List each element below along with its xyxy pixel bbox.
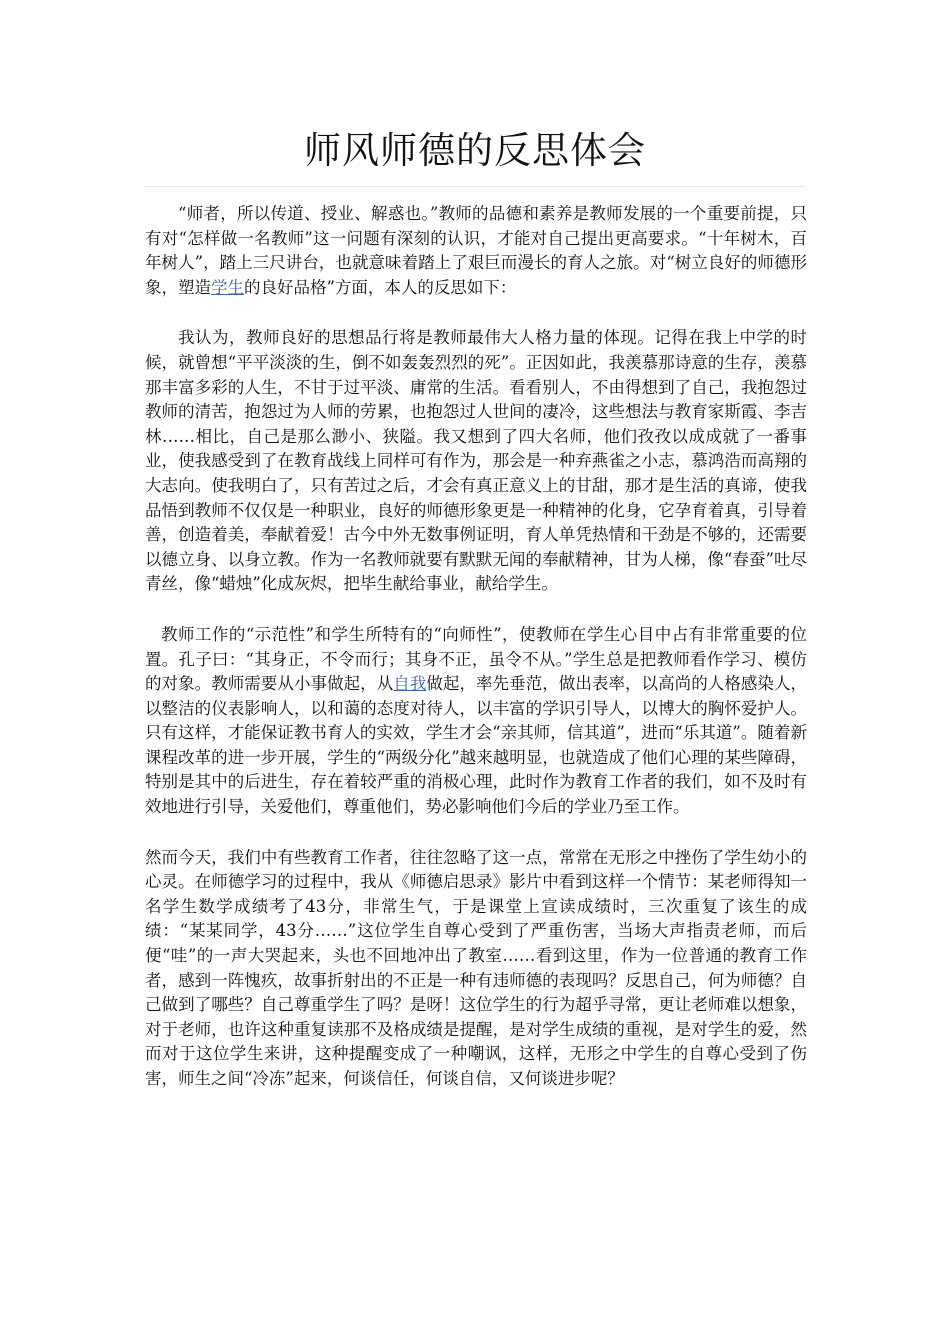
link-student[interactable]: 学生 <box>211 277 244 297</box>
paragraph-3 <box>145 623 807 820</box>
paragraph-2: 我认为，教师良好的思想品行将是教师最伟大人格力量的体现。记得在我上中学的时候，就曾想“平平淡淡的生，倒不如轰轰烈烈的死”。正因如此，我羡慕那诗意的生存，羡慕那丰富多彩的人生，不甘于过平淡、庸常的生活。看看别人，不由得想到了自己，我抱怨过教师的清苦，抱怨过为人师的劳累，也抱怨过人世间的凄冷，这些想法与教育家斯霞、李吉林……相比，自己是那么渺小、狭隘。我又想到了四大名师，他们孜孜以成成就了一番事业，使我感受到了在教育战线上同样可有作为，那会是一种弃燕雀之小志，慕鸿浩而高翔的大志向。使我明白了，只有苦过之后，才会有真正意义上的甘甜，那才是生活的真谛，使我品悟到教师不仅仅是一种职业，良好的师德形象更是一种精神的化身，它孕育着真，引导着善，创造着美，奉献着爱！古今中外无数事例证明，育人单凭热情和干劲是不够的，还需要以德立身、以身立教。作为一名教师就要有默默无闻的奉献精神，甘为人梯，像“春蚕”吐尽青丝，像“蜡烛”化成灰烬，把毕生献给事业，献给学生。 <box>145 328 807 594</box>
title-divider <box>145 186 805 187</box>
document-title: 师风师德的反思体会 <box>304 129 646 172</box>
paragraph-3-text-after: 做起，率先垂范，做出表率，以高尚的人格感染人，以整洁的仪表影响人，以和蔼的态度对待人，以丰富的学识引导人，以博大的胸怀爱护人。只有这样，才能保证教书育人的实效，学生才会“亲其师，信其道”，进而“乐其道”。随着新课程改革的进一步开展，学生的“两级分化”越来越明显，也就造成了他们心理的某些障碍，特别是其中的后进生，存在着较严重的消极心理，此时作为教育工作者的我们，如不及时有效地进行引导，关爱他们，尊重他们，势必影响他们今后的学业乃至工作。 <box>145 674 808 817</box>
document-body <box>145 202 807 1092</box>
paragraph-3-text-before: 教师工作的“示范性”和学生所特有的“向师性”，使教师在学生心目中占有非常重要的位置。孔子曰：“其身正，不令而行；其身不正，虽令不从。”学生总是把教师看作学习、模仿的对象。教师需要从小事做起，从 <box>145 624 807 694</box>
paragraph-1 <box>145 202 807 300</box>
paragraph-1-text-after: 的良好品格”方面，本人的反思如下： <box>244 277 517 297</box>
link-self[interactable]: 自我 <box>393 674 427 694</box>
paragraph-4: 然而今天，我们中有些教育工作者，往往忽略了这一点，常常在无形之中挫伤了学生幼小的心灵。在师德学习的过程中，我从《师德启思录》影片中看到这样一个情节：某老师得知一名学生数学成绩考了43分，非常生气，于是课堂上宣读成绩时，三次重复了该生的成绩：“某某同学，43分……”这位学生自尊心受到了严重伤害，当场大声指责老师，而后便“哇”的一声大哭起来，头也不回地冲出了教室……看到这里，作为一位普通的教育工作者，感到一阵愧疚，故事折射出的不正是一种有违师德的表现吗？反思自己，何为师德？自己做到了哪些？自己尊重学生了吗？是呀！这位学生的行为超乎寻常，更让老师难以想象，对于老师，也许这种重复读那不及格成绩是提醒，是对学生成绩的重视，是对学生的爱，然而对于这位学生来讲，这种提醒变成了一种嘲讽，这样，无形之中学生的自尊心受到了伤害，师生之间“冷冻”起来，何谈信任，何谈自信，又何谈进步呢？ <box>145 847 807 1088</box>
paragraph-1-text-before: “师者，所以传道、授业、解惑也。”教师的品德和素养是教师发展的一个重要前提，只有对“怎样做一名教师”这一问题有深刻的认识，才能对自己提出更高要求。“十年树木，百年树人”，踏上三尺讲台，也就意味着踏上了艰巨而漫长的育人之旅。对“树立良好的师德形象，塑造 <box>145 204 807 297</box>
